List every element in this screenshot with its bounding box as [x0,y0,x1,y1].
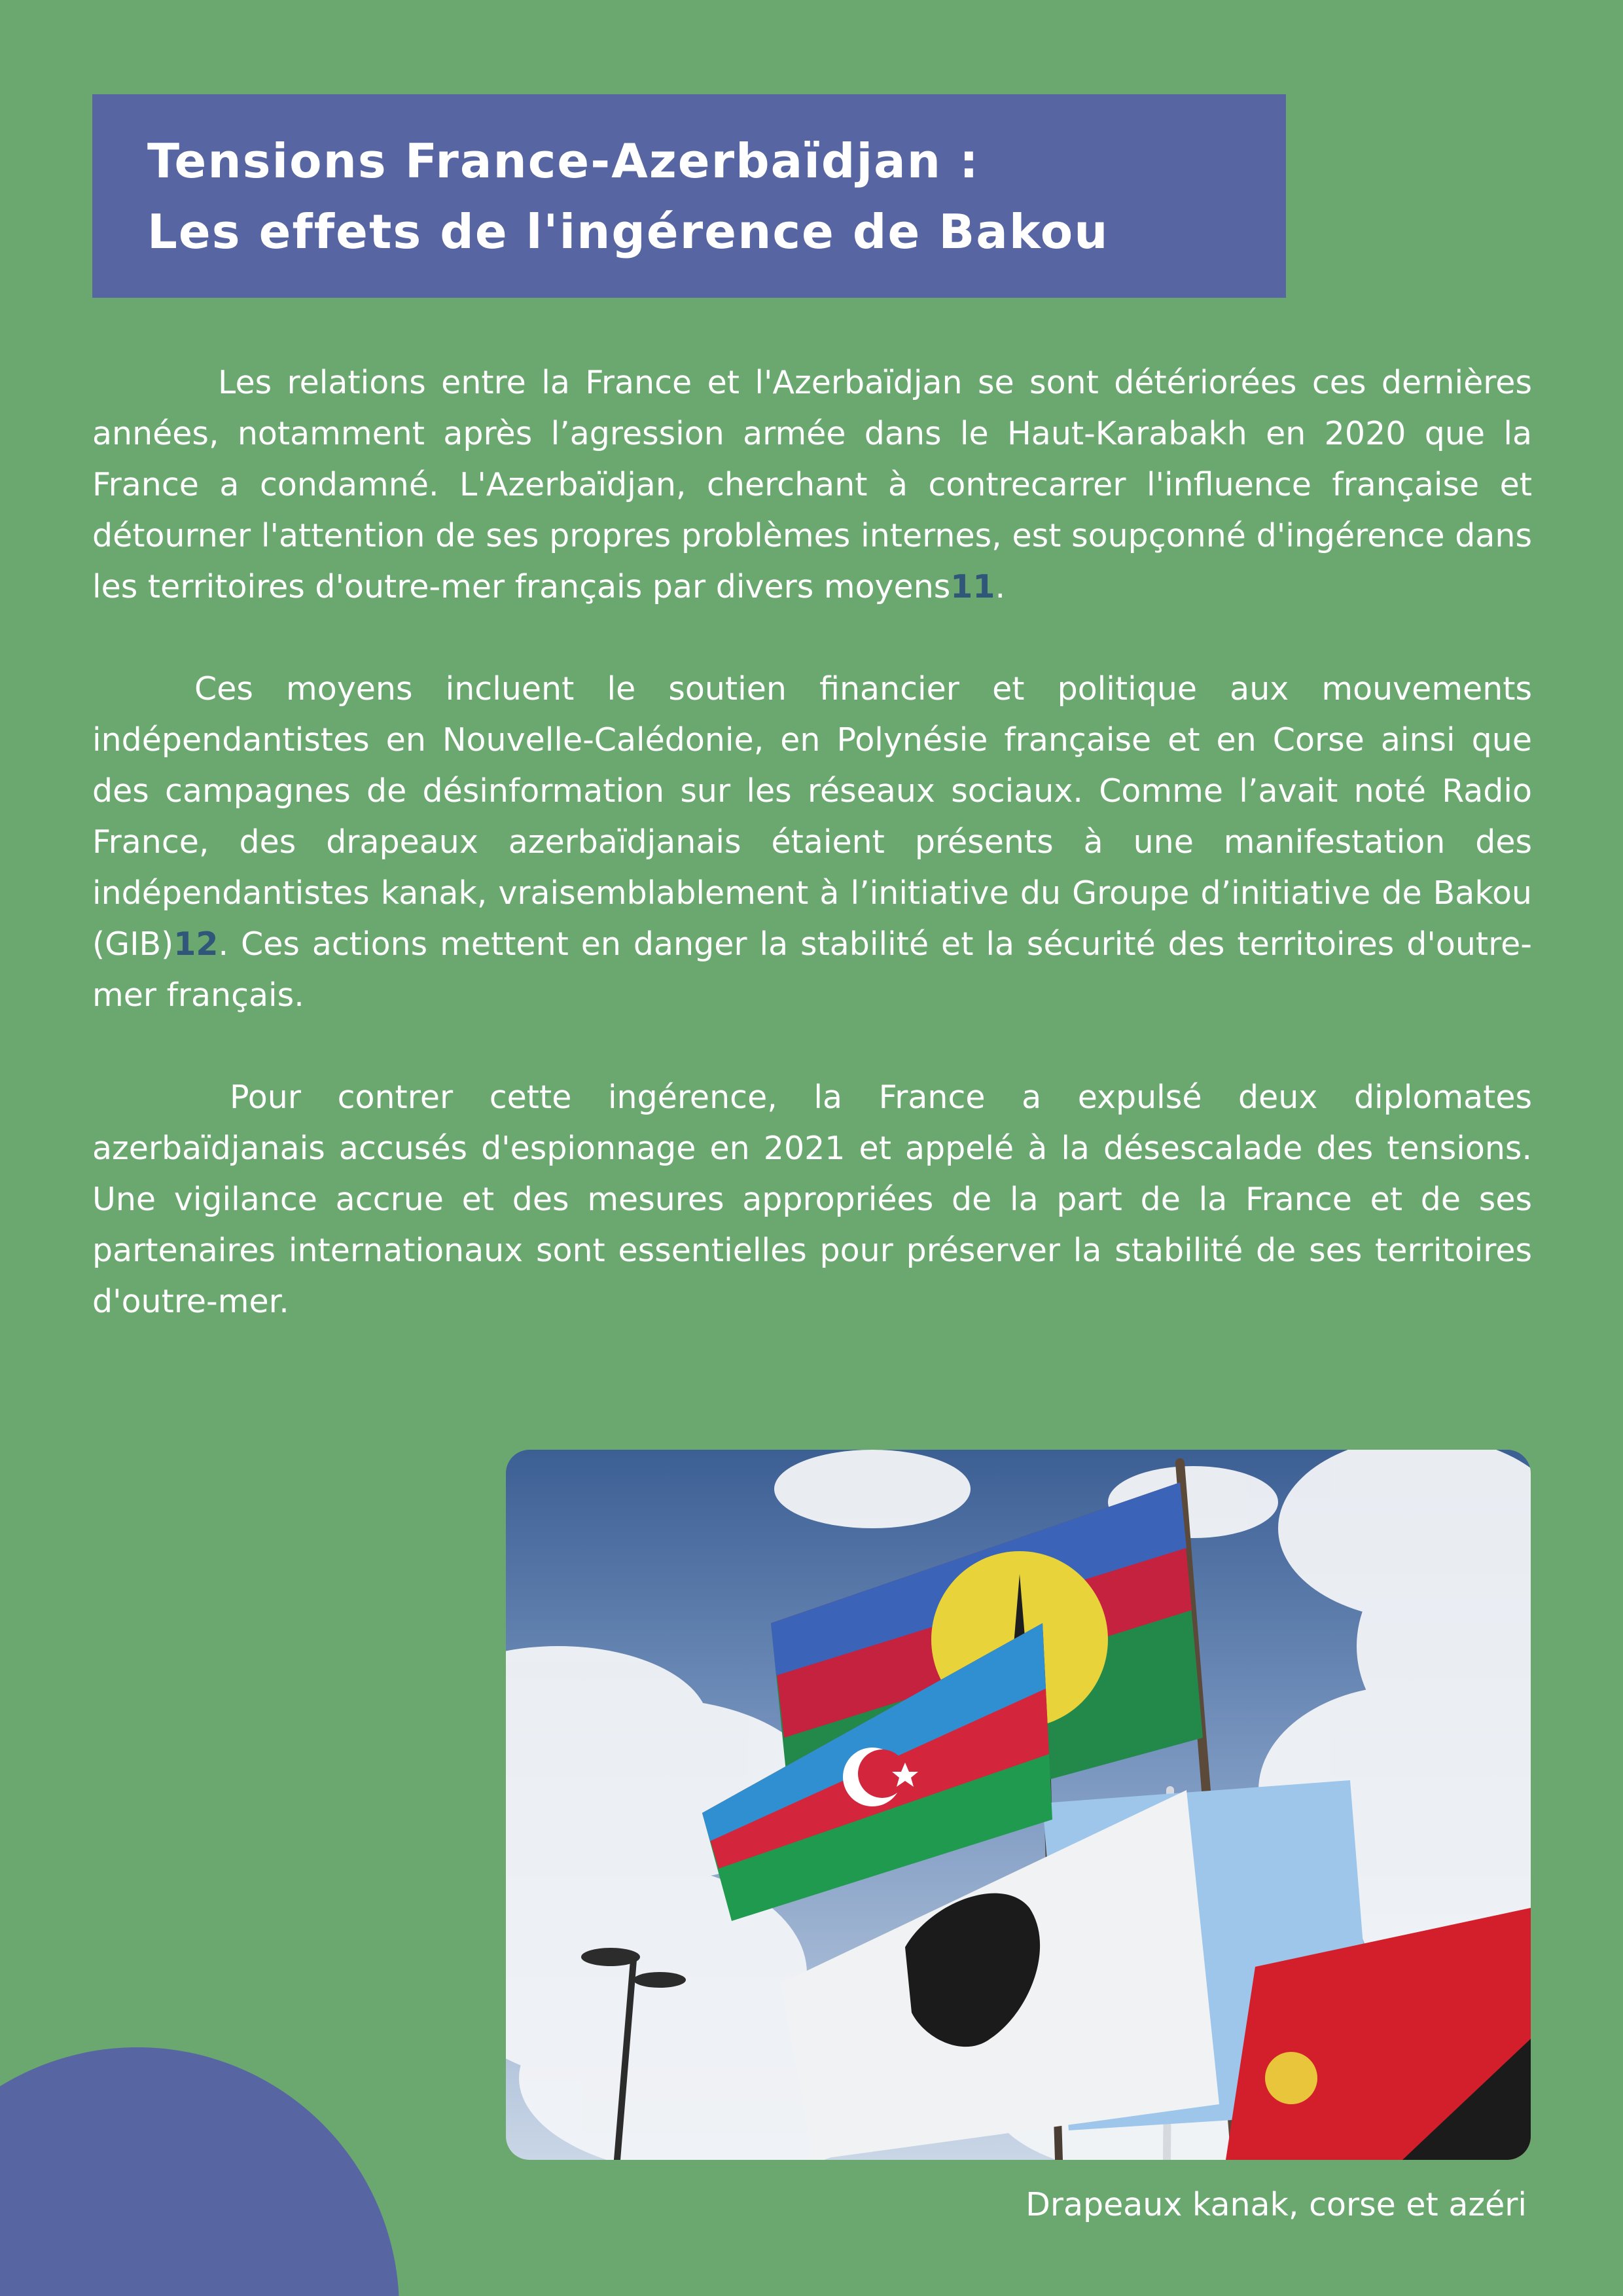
flags-photo [506,1450,1531,2160]
paragraph-2-end: . Ces actions mettent en danger la stabilité et la sécurité des territoires d'outre-mer français. [92,925,1532,1014]
article-body [92,357,1532,1378]
paragraph-2-text: Ces moyens incluent le soutien financier et politique aux mouvements indépendantistes en Nouvelle-Calédonie, en Polynésie française et en Corse ainsi que des campagnes de désinformation sur les réseaux sociaux. Comme l’avait noté Radio France, des drapeaux azerbaïdjanais étaient présents à une manifestation des indépendantistes kanak, vraisemblablement à l’initiative du Groupe d’initiative de Bakou (GIB) [92,670,1532,963]
title-line-2: Les effets de l'ingérence de Bakou [147,204,1109,259]
title-banner [92,94,1286,298]
title-line-1: Tensions France-Azerbaïdjan : [147,134,980,188]
paragraph-1-text: Les relations entre la France et l'Azerbaïdjan se sont détériorées ces dernières années, notamment après l’agression armée dans le Haut-Karabakh en 2020 que la France a condamné. L'Azerbaïdjan, cherchant à contrecarrer l'influence française et détourner l'attention de ses propres problèmes internes, est soupçonné d'ingérence dans les territoires d'outre-mer français par divers moyens [92,364,1532,605]
decorative-circle [0,2047,399,2296]
paragraph-1-end: . [995,568,1006,605]
photo-caption: Drapeaux kanak, corse et azéri [1026,2186,1527,2223]
paragraph-3: Pour contrer cette ingérence, la France a expulsé deux diplomates azerbaïdjanais accusés d'espionnage en 2021 et appelé à la désescalade des tensions. Une vigilance accrue et des mesures appropriées de la part de la France et de ses partenaires internationaux sont essentielles pour préserver la stabilité de ses territoires d'outre-mer. [92,1079,1532,1320]
paragraph-2 [92,664,1532,1021]
footnote-ref-11[interactable]: 11 [950,568,995,605]
paragraph-1 [92,357,1532,613]
footnote-ref-12[interactable]: 12 [173,925,219,963]
